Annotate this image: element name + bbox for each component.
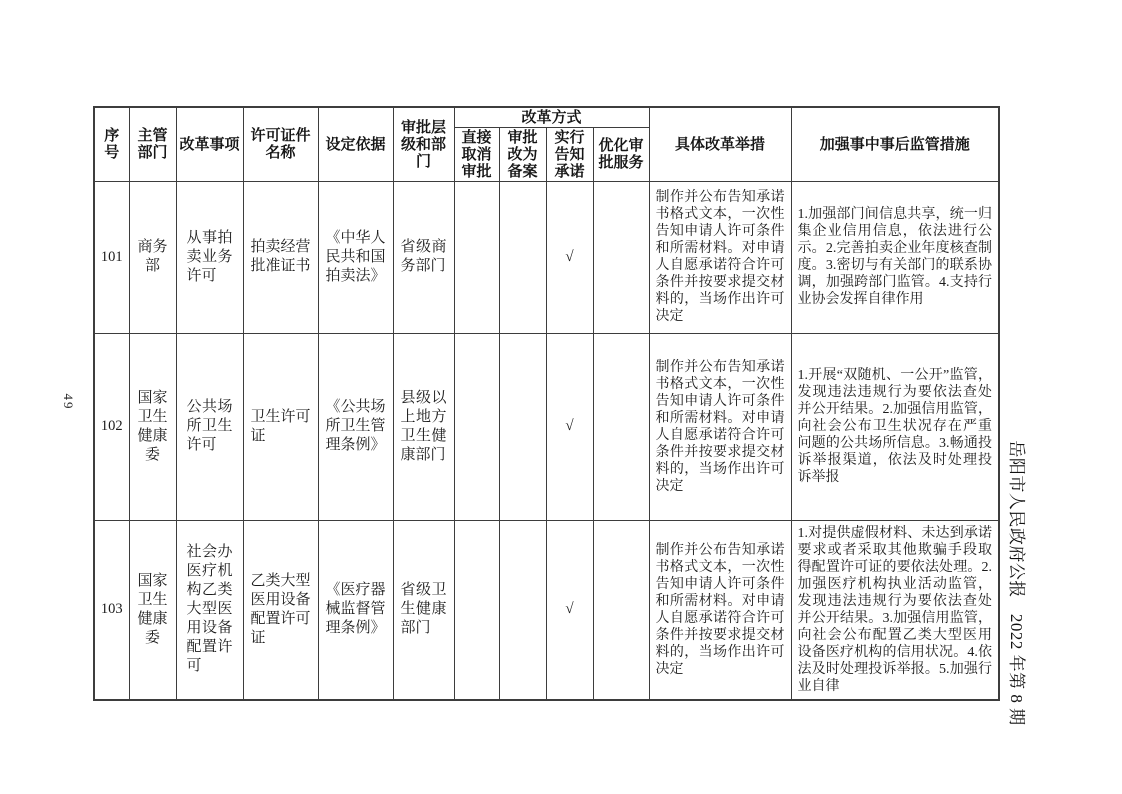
col-header-mode-commitment: 实行告知承诺 (546, 127, 593, 181)
col-header-dept: 主管部门 (129, 107, 176, 181)
cell-mode-optimize (593, 181, 649, 333)
col-header-mode-filing: 审批改为备案 (499, 127, 546, 181)
col-header-measures: 具体改革举措 (649, 107, 791, 181)
reform-items-table (93, 106, 1000, 701)
cell-basis: 《公共场所卫生管理条例》 (318, 333, 393, 520)
col-header-item: 改革事项 (176, 107, 243, 181)
cell-seq: 101 (94, 181, 129, 333)
journal-spine-text (1007, 440, 1030, 726)
cell-license: 卫生许可证 (243, 333, 318, 520)
journal-title: 岳阳市人民政府公报 (1007, 440, 1027, 598)
cell-item: 公共场所卫生许可 (176, 333, 243, 520)
cell-mode-filing (499, 181, 546, 333)
cell-supervision: 1.开展“双随机、一公开”监管，发现违法违规行为要依法查处并公开结果。2.加强信用监管，向社会公布卫生状况存在严重问题的公共场所信息。3.畅通投诉举报渠道，依法及时处理投诉举报 (791, 333, 999, 520)
cell-supervision: 1.加强部门间信息共享，统一归集企业信用信息，依法进行公示。2.完善拍卖企业年度核查制度。3.密切与有关部门的联系协调，加强跨部门监管。4.支持行业协会发挥自律作用 (791, 181, 999, 333)
header-row-group (94, 107, 999, 127)
cell-mode-commitment-check: √ (546, 333, 593, 520)
table-row (94, 520, 999, 700)
cell-seq: 102 (94, 333, 129, 520)
cell-supervision: 1.对提供虚假材料、未达到承诺要求或者采取其他欺骗手段取得配置许可证的要依法处理。2.加强医疗机构执业活动监管，发现违法违规行为要依法查处并公开结果。3.加强信用监管，向社会公布配置乙类大型医用设备医疗机构的信用状况。4.依法及时处理投诉举报。5.加强行业自律 (791, 520, 999, 700)
cell-mode-filing (499, 333, 546, 520)
cell-seq: 103 (94, 520, 129, 700)
col-header-license: 许可证件名称 (243, 107, 318, 181)
journal-issue: 2022 年第 8 期 (1007, 613, 1027, 726)
col-header-basis: 设定依据 (318, 107, 393, 181)
cell-mode-optimize (593, 520, 649, 700)
cell-mode-cancel (454, 181, 499, 333)
gutter-page-number: 49 (61, 393, 76, 411)
table-row (94, 333, 999, 520)
col-header-seq: 序号 (94, 107, 129, 181)
col-header-supervision: 加强事中事后监管措施 (791, 107, 999, 181)
cell-level: 省级商务部门 (393, 181, 454, 333)
cell-dept: 国家卫生健康委 (129, 520, 176, 700)
cell-measures: 制作并公布告知承诺书格式文本，一次性告知申请人许可条件和所需材料。对申请人自愿承诺符合许可条件并按要求提交材料的，当场作出许可决定 (649, 181, 791, 333)
cell-mode-optimize (593, 333, 649, 520)
cell-item: 社会办医疗机构乙类大型医用设备配置许可 (176, 520, 243, 700)
cell-mode-cancel (454, 333, 499, 520)
cell-level: 县级以上地方卫生健康部门 (393, 333, 454, 520)
cell-measures: 制作并公布告知承诺书格式文本，一次性告知申请人许可条件和所需材料。对申请人自愿承诺符合许可条件并按要求提交材料的，当场作出许可决定 (649, 520, 791, 700)
cell-mode-filing (499, 520, 546, 700)
cell-basis: 《医疗器械监督管理条例》 (318, 520, 393, 700)
col-header-mode-group: 改革方式 (454, 107, 649, 127)
cell-measures: 制作并公布告知承诺书格式文本，一次性告知申请人许可条件和所需材料。对申请人自愿承诺符合许可条件并按要求提交材料的，当场作出许可决定 (649, 333, 791, 520)
cell-mode-commitment-check: √ (546, 520, 593, 700)
col-header-mode-optimize: 优化审批服务 (593, 127, 649, 181)
cell-mode-commitment-check: √ (546, 181, 593, 333)
cell-license: 乙类大型医用设备配置许可证 (243, 520, 318, 700)
cell-license: 拍卖经营批准证书 (243, 181, 318, 333)
cell-item: 从事拍卖业务许可 (176, 181, 243, 333)
col-header-level: 审批层级和部门 (393, 107, 454, 181)
table-row (94, 181, 999, 333)
cell-dept: 国家卫生健康委 (129, 333, 176, 520)
cell-mode-cancel (454, 520, 499, 700)
cell-basis: 《中华人民共和国拍卖法》 (318, 181, 393, 333)
cell-level: 省级卫生健康部门 (393, 520, 454, 700)
col-header-mode-cancel: 直接取消审批 (454, 127, 499, 181)
cell-dept: 商务部 (129, 181, 176, 333)
